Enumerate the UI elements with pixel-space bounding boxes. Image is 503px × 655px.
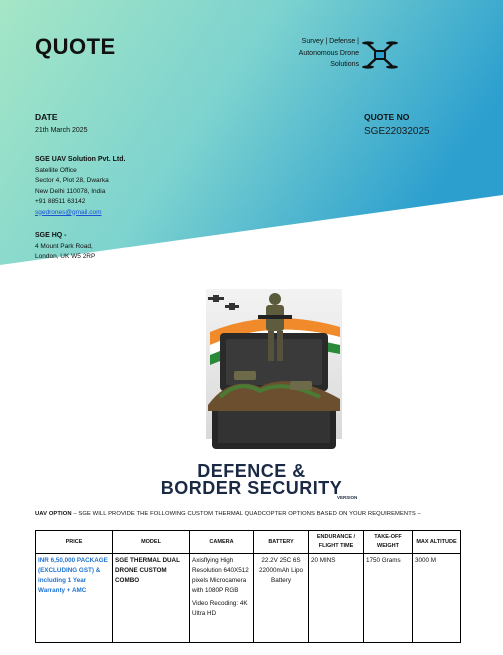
uav-option-statement: UAV OPTION – SGE WILL PROVIDE THE FOLLOWING CUSTOM THERMAL QUADCOPTER OPTIONS BASED ON YOUR REQUIREMENTS – (35, 511, 421, 517)
altitude-cell: 3000 M (413, 554, 461, 643)
company-name: SGE UAV Solution Pvt. Ltd. (35, 156, 126, 163)
company-tagline: Survey | Defense | Autonomous Drone Solutions (298, 38, 359, 68)
model-cell: SGE THERMAL DUAL DRONE CUSTOM COMBO (113, 554, 190, 643)
drone-logo-icon (361, 37, 399, 73)
brand-line-1: DEFENCE & (197, 461, 306, 481)
col-header-price: PRICE (36, 531, 113, 554)
col-header-weight: TAKE-OFF WEIGHT (364, 531, 413, 554)
page-title: QUOTE (35, 34, 116, 59)
date-label: DATE (35, 112, 58, 122)
col-header-model: MODEL (113, 531, 190, 554)
email-link[interactable]: sgedrones@gmail.com (35, 208, 102, 216)
defence-hero-illustration (200, 287, 348, 457)
camera-cell: Axisflying High Resolution 640X512 pixels Microcamera with 1080P RGB Video Recoding: 4K Ultra HD (190, 554, 254, 643)
brand-version: VERSION (337, 495, 358, 500)
weight-cell: 1750 Grams (364, 554, 413, 643)
table-header-row (36, 531, 461, 554)
price-cell: INR 6,50,000 PACKAGE (EXCLUDING GST) & including 1 Year Warranty + AMC (36, 554, 113, 643)
battery-cell: 22.2V 25C 6S 22000mAh Lipo Battery (254, 554, 309, 643)
quote-no-label: QUOTE NO (364, 112, 410, 122)
date-value: 21th March 2025 (35, 127, 88, 134)
quote-no-value: SGE22032025 (364, 126, 430, 137)
col-header-battery: BATTERY (254, 531, 309, 554)
col-header-endurance: ENDURANCE / FLIGHT TIME (309, 531, 364, 554)
col-header-altitude: MAX ALTITUDE (413, 531, 461, 554)
company-address: SGE UAV Solution Pvt. Ltd. Satellite Office Sector 4, Plot 28, Dwarka New Delhi 110078, India +91 88511 63142 sgedrones@gmail.com (35, 156, 126, 216)
hq-label: SGE HQ - (35, 232, 67, 239)
endurance-cell: 20 MINS (309, 554, 364, 643)
table-row (36, 554, 461, 643)
brand-line-2: BORDER SECURITY (160, 478, 343, 498)
col-header-camera: CAMERA (190, 531, 254, 554)
hq-address: SGE HQ - 4 Mount Park Road, London, UK W5 2RP (35, 232, 96, 260)
quote-table (35, 530, 461, 643)
